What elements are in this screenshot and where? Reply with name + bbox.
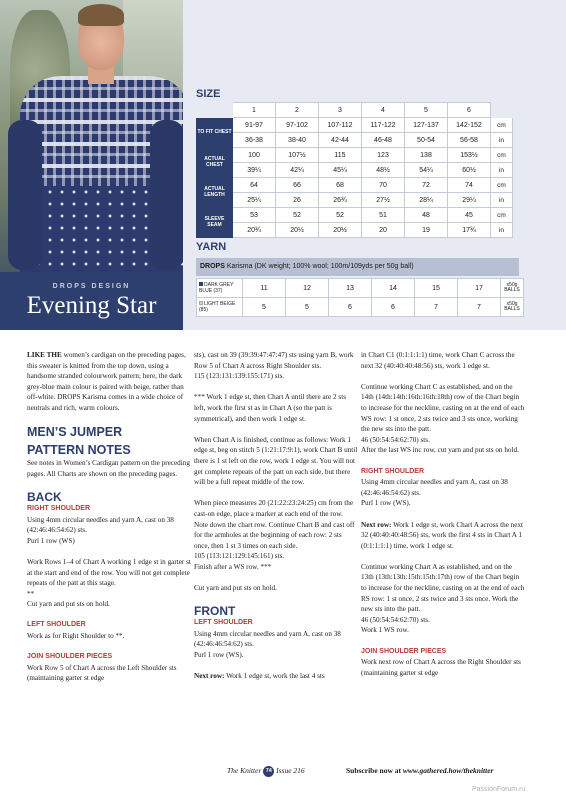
unit-cell: in	[491, 193, 513, 208]
table-cell: 17	[458, 279, 501, 298]
paragraph: Cut yarn and put sts on hold.	[194, 584, 277, 593]
paragraph: Work next row of Chart A across the Right Shoulder sts (maintaining garter st edge	[361, 658, 521, 677]
size-row	[197, 118, 513, 133]
size-row	[197, 133, 513, 148]
footer-subscribe: Subscribe now at www.gathered.how/theknitter	[346, 766, 494, 775]
size-col-header: 4	[362, 103, 405, 118]
paragraph: Work 1 WS row.	[361, 626, 409, 635]
footer-magazine	[227, 766, 305, 777]
table-cell: 74	[448, 178, 491, 193]
table-cell: 97-102	[276, 118, 319, 133]
size-row	[197, 223, 513, 238]
yarn-heading: YARN	[196, 241, 227, 253]
table-cell: 60½	[448, 163, 491, 178]
table-cell: 20¾	[233, 223, 276, 238]
unit-cell: x50g BALLS	[501, 298, 524, 317]
page-footer	[0, 766, 566, 780]
table-cell: 153½	[448, 148, 491, 163]
intro-paragraph: LIKE THE women’s cardigan on the preceding pages, this sweater is knitted from the top down, using a handsome stranded colourwork pattern; here, the dark grey-blue main colour is paired with beige, rather than off-white. DROPS Karisma comes in a wide choice of neutrals and rich, warm colours.	[27, 351, 186, 412]
size-row	[197, 178, 513, 193]
yarn-colour-label: LIGHT BEIGE (85)	[199, 300, 236, 313]
yarn-row	[197, 279, 524, 298]
paragraph: Cut yarn and put sts on hold.	[27, 600, 110, 609]
table-cell: 17¾	[448, 223, 491, 238]
paragraph: 46 (50:54:54:62:70) sts.	[361, 435, 430, 444]
yarn-colour-label: DARK GREY BLUE (37)	[199, 281, 234, 294]
table-cell: 51	[362, 208, 405, 223]
paragraph: 105 (113:121:129:145:161) sts.	[194, 552, 285, 561]
paragraph: Using 4mm circular needles and yarn A, cast on 38 (42:46:46:54:62) sts.	[27, 515, 174, 535]
watermark: PassionForum.ru	[472, 786, 526, 793]
table-cell: 26¾	[319, 193, 362, 208]
unit-cell: cm	[491, 148, 513, 163]
table-cell: 36-38	[233, 133, 276, 148]
paragraph: Next row: Work 1 edge st, work Chart A across the next 32 (40:40:40:48:56) sts, work the first 4 sts in Chart A 1 (0:1:1:1:1) time, work 1 edge st.	[361, 520, 524, 550]
table-cell: 7	[458, 298, 501, 317]
table-cell: 123	[362, 148, 405, 163]
size-row	[197, 208, 513, 223]
paragraph: Using 4mm circular needles and yarn A, cast on 38 (42:46:46:54:62) sts.	[194, 629, 341, 649]
table-cell: 91-97	[233, 118, 276, 133]
size-col-header: 6	[448, 103, 491, 118]
unit-cell: cm	[491, 178, 513, 193]
table-cell: 52	[319, 208, 362, 223]
table-cell: 107-112	[319, 118, 362, 133]
paragraph: Purl 1 row (WS)	[27, 536, 75, 545]
photo-left-arm	[8, 120, 42, 270]
subscribe-link[interactable]: www.gathered.how/theknitter	[402, 766, 494, 775]
paragraph: Work Rows 1–4 of Chart A working 1 edge st in garter st at the start and end of the row. You will not get complete repeats of the patt at this stage.	[27, 557, 191, 588]
table-cell: 25¼	[233, 193, 276, 208]
table-cell: 7	[415, 298, 458, 317]
subheading-join-shoulders: JOIN SHOULDER PIECES	[361, 647, 447, 655]
unit-cell: in	[491, 223, 513, 238]
table-cell: 53	[233, 208, 276, 223]
table-cell: 48½	[362, 163, 405, 178]
table-cell: 11	[243, 279, 286, 298]
yarn-row	[197, 298, 524, 317]
table-cell: 42¼	[276, 163, 319, 178]
table-cell: 52	[276, 208, 319, 223]
unit-cell: cm	[491, 118, 513, 133]
row-label: ACTUAL LENGTH	[197, 178, 233, 208]
issue-number: Issue 216	[276, 766, 305, 776]
photo-hair	[78, 4, 124, 26]
size-row	[197, 193, 513, 208]
size-col-header: 5	[405, 103, 448, 118]
size-row	[197, 163, 513, 178]
table-cell: 19	[405, 223, 448, 238]
table-cell: 64	[233, 178, 276, 193]
table-cell: 68	[319, 178, 362, 193]
table-cell: 100	[233, 148, 276, 163]
paragraph: Next row: Work 1 edge st, work the last 4 sts	[194, 672, 325, 681]
size-col-header: 3	[319, 103, 362, 118]
table-cell: 5	[243, 298, 286, 317]
paragraph: 46 (50:54:54:62:70) sts.	[361, 615, 430, 624]
paragraph: sts), cast on 39 (39:39:47:47:47) sts using yarn B, work Row 5 of Chart A across Right Shoulder sts.	[194, 351, 354, 370]
table-cell: 107½	[276, 148, 319, 163]
subheading-left-shoulder: LEFT SHOULDER	[27, 621, 86, 629]
table-cell: 13	[329, 279, 372, 298]
table-cell: 117-122	[362, 118, 405, 133]
paragraph: Finish after a WS row. ***	[194, 562, 272, 571]
subheading-join-shoulders: JOIN SHOULDER PIECES	[27, 653, 113, 661]
size-col-header: 2	[276, 103, 319, 118]
paragraph: **	[27, 589, 35, 598]
size-table	[196, 102, 513, 238]
table-cell: 70	[362, 178, 405, 193]
table-cell: 27½	[362, 193, 405, 208]
table-cell: 14	[372, 279, 415, 298]
paragraph: After the last WS inc row, cut yarn and put sts on hold.	[361, 446, 519, 455]
notes-paragraph: See notes in Women’s Cardigan pattern on the preceding pages. All Charts are shown on the preceding pages.	[27, 459, 190, 478]
table-cell: 45¼	[319, 163, 362, 178]
magazine-name: The Knitter	[227, 766, 262, 776]
table-cell: 20	[362, 223, 405, 238]
table-cell: 142-152	[448, 118, 491, 133]
table-cell: 56-58	[448, 133, 491, 148]
subheading-right-shoulder: RIGHT SHOULDER	[361, 467, 424, 475]
paragraph: Work Row 5 of Chart A across the Left Shoulder sts (maintaining garter st edge	[27, 663, 177, 683]
table-cell: 6	[372, 298, 415, 317]
size-header-row	[197, 103, 513, 118]
table-cell: 48	[405, 208, 448, 223]
paragraph: Work as for Right Shoulder to **.	[27, 632, 125, 641]
unit-cell: in	[491, 163, 513, 178]
unit-cell: cm	[491, 208, 513, 223]
photo-right-arm	[150, 120, 183, 270]
design-label: DROPS DESIGN	[52, 283, 131, 290]
table-cell: 115	[319, 148, 362, 163]
size-col-header: 1	[233, 103, 276, 118]
paragraph: Purl 1 row (WS).	[194, 651, 244, 660]
paragraph: Purl 1 row (WS).	[361, 499, 411, 508]
color-swatch-icon	[199, 301, 203, 305]
table-cell: 26	[276, 193, 319, 208]
paragraph: in Chart C1 (0:1:1:1:1) time, work Chart C across the next 32 (40:40:40:48:56) sts, work 1 edge st.	[361, 351, 515, 370]
color-swatch-icon	[199, 282, 203, 286]
paragraph: *** Work 1 edge st, then Chart A until there are 2 sts left, work the first st as in Chart A (so the patt is symmetrical), and then work 1 edge st.	[194, 393, 346, 423]
paragraph: Using 4mm circular needles and yarn A, cast on 38 (42:46:46:54:62) sts.	[361, 478, 508, 497]
section-heading-back: BACK	[27, 489, 62, 504]
table-cell: 29¼	[448, 193, 491, 208]
table-cell: 39¼	[233, 163, 276, 178]
table-cell: 5	[286, 298, 329, 317]
size-row	[197, 148, 513, 163]
text-column-1	[27, 350, 191, 684]
table-cell: 72	[405, 178, 448, 193]
table-cell: 38-40	[276, 133, 319, 148]
table-cell: 45	[448, 208, 491, 223]
table-cell: 20½	[319, 223, 362, 238]
table-cell: 138	[405, 148, 448, 163]
table-cell: 28¼	[405, 193, 448, 208]
table-cell: 42-44	[319, 133, 362, 148]
paragraph: Continue working Chart A as established, and on the 13th (13th:13th:15th:15th:17th) row of the Chart begin to increase for the neckline, casting on at the end of each RS row: 1 st once, 2 sts twice and 3 sts once. Work the new sts into the patt.	[361, 562, 525, 614]
yarn-description	[196, 258, 519, 276]
unit-cell: in	[491, 133, 513, 148]
table-cell: 20½	[276, 223, 319, 238]
table-cell: 46-48	[362, 133, 405, 148]
section-heading-front: FRONT	[194, 604, 236, 619]
text-column-2	[194, 350, 358, 682]
design-title: Evening Star	[26, 292, 157, 319]
page-number-badge: 74	[263, 766, 274, 777]
table-cell: 6	[329, 298, 372, 317]
row-label: TO FIT CHEST	[197, 118, 233, 148]
text-column-3	[361, 350, 525, 678]
section-heading-notes: PATTERN NOTES	[27, 443, 131, 458]
yarn-brand: DROPS	[200, 263, 225, 270]
section-heading-jumper: MEN’S JUMPER	[27, 425, 123, 440]
table-cell: 127-137	[405, 118, 448, 133]
table-cell: 54¼	[405, 163, 448, 178]
subheading-left-shoulder: LEFT SHOULDER	[194, 619, 253, 627]
unit-cell: x50g BALLS	[501, 279, 524, 298]
size-heading: SIZE	[196, 88, 221, 100]
table-cell: 50-54	[405, 133, 448, 148]
row-label: ACTUAL CHEST	[197, 148, 233, 178]
table-cell: 15	[415, 279, 458, 298]
row-label: SLEEVE SEAM	[197, 208, 233, 238]
paragraph: When piece measures 20 (21:22:23:24:25) cm from the cast-on edge, place a marker at each end of the row. Note down the chart row. Continue Chart B and cast off for the armholes at the beginning of each row: 2 sts once, then 1 st 3 times on each side.	[194, 499, 355, 550]
table-cell: 66	[276, 178, 319, 193]
table-cell: 12	[286, 279, 329, 298]
yarn-desc-text: Karisma (DK weight; 100% wool; 100m/109yds per 50g ball)	[226, 263, 414, 270]
paragraph: When Chart A is finished, continue as follows: Work 1 edge st, beg on stitch 5 (1:21:17:9:1), work Chart B until there is 1 st left on the row, work 1 edge st. You will not get complete repeats of the patt on each side, but there will be a full repeat middle of the row.	[194, 435, 358, 487]
paragraph: Continue working Chart C as established, and on the 14th (14th:14th:16th:16th:18th) row of the Chart begin to increase for the neckline, casting on at the end of each WS row: 1 st once, 2 sts twice and 3 sts once, working the new sts into the patt.	[361, 382, 525, 434]
paragraph: 115 (123:131:139:155:171) sts.	[194, 372, 285, 381]
subheading-right-shoulder: RIGHT SHOULDER	[27, 504, 90, 512]
yarn-table	[196, 278, 524, 317]
